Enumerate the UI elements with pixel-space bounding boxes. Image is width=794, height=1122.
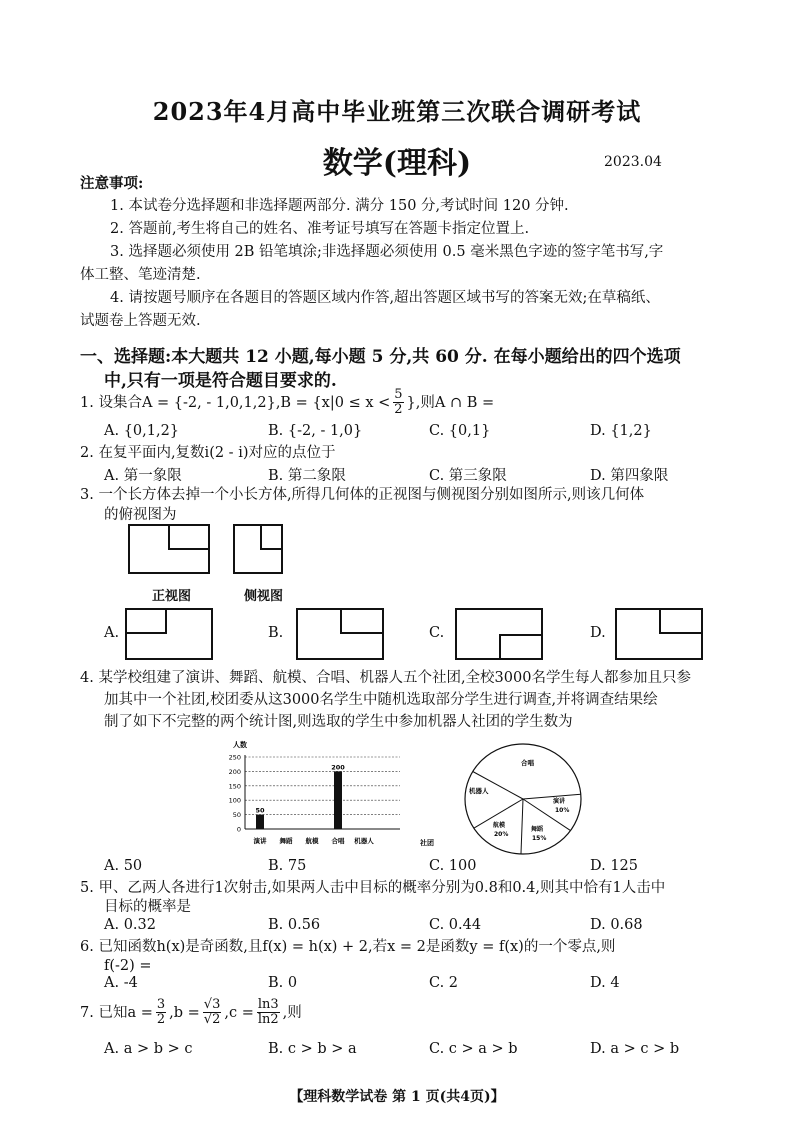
bar-xtick-label: 舞蹈: [279, 837, 293, 845]
q3-option-c-cutout: [499, 634, 543, 660]
pie-divider: [523, 794, 581, 799]
side-view-cutout: [260, 524, 283, 550]
q1-frac-den: 2: [394, 402, 403, 417]
club-pie-chart: [459, 737, 591, 861]
q4-option-b: B. 75: [268, 858, 307, 874]
q6-option-b: B. 0: [268, 975, 298, 991]
q7-option-b: B. c > b > a: [268, 1041, 357, 1057]
front-view-label: 正视图: [152, 589, 192, 604]
bar-演讲: [256, 815, 264, 829]
pie-label-model: 航模: [493, 822, 506, 829]
bar-ytick-label: 100: [228, 796, 241, 805]
q4-option-a: A. 50: [104, 858, 143, 874]
note-item-3-cont: 体工整、笔迹清楚.: [80, 267, 201, 283]
q3-option-d-figure: [615, 608, 703, 660]
q1-frac-num: 5: [394, 387, 403, 402]
q5-option-c: C. 0.44: [429, 917, 482, 933]
question-5-stem: 5. 甲、乙两人各进行1次射击,如果两人击中目标的概率分别为0.8和0.4,则其中恰有1人击中: [80, 880, 666, 896]
question-1-stem: [80, 388, 494, 417]
q2-option-c: C. 第三象限: [429, 468, 507, 484]
bar-合唱: [334, 771, 342, 829]
q2-option-d: D. 第四象限: [590, 468, 669, 484]
q7-option-c: C. c > a > b: [429, 1041, 518, 1057]
bar-chart-bars: [255, 763, 345, 829]
exam-subject: 数学(理科): [322, 146, 472, 181]
club-bar-chart: [225, 737, 450, 852]
pie-label-dance: 舞蹈: [531, 826, 544, 833]
q1-option-b: B. {-2, - 1,0}: [268, 423, 363, 439]
pie-pct-speech: 10%: [555, 807, 570, 814]
question-3-stem: 3. 一个长方体去掉一个小长方体,所得几何体的正视图与侧视图分别如图所示,则该几何体: [80, 487, 645, 503]
q3-option-d-cutout: [659, 608, 703, 634]
q5-option-d: D. 0.68: [590, 917, 643, 933]
note-item-4: 4. 请按题号顺序在各题目的答题区域内作答,超出答题区域书写的答案无效;在草稿纸、: [110, 290, 660, 306]
question-6-stem-cont: f(-2) =: [104, 958, 152, 974]
bar-ytick-label: 50: [232, 811, 241, 820]
q7-frac-c: [257, 998, 280, 1027]
q4-option-d: D. 125: [590, 858, 639, 874]
exam-date: 2023.04: [604, 154, 662, 170]
q7-b-text: ,b =: [169, 1004, 200, 1021]
q5-option-a: A. 0.32: [104, 917, 156, 933]
q7-option-a: A. a > b > c: [104, 1041, 193, 1057]
q2-option-b: B. 第二象限: [268, 468, 346, 484]
pie-pct-dance: 15%: [532, 835, 547, 842]
bar-chart-xticks: [253, 836, 375, 845]
question-3-stem-cont: 的俯视图为: [104, 507, 177, 523]
q3-option-c-figure: [455, 608, 543, 660]
front-view-cutout: [168, 524, 210, 550]
bar-data-label: 50: [255, 806, 265, 815]
q3-option-a-figure: [125, 608, 213, 660]
q3-option-a-label: A.: [104, 625, 120, 641]
section-heading-cont: 中,只有一项是符合题目要求的.: [104, 371, 337, 391]
pie-divider: [521, 799, 523, 854]
bar-ytick-label: 200: [228, 767, 241, 776]
q3-option-b-label: B.: [268, 625, 284, 641]
bar-ytick-label: 0: [236, 825, 241, 834]
exam-title: 2023年4月高中毕业班第三次联合调研考试: [152, 97, 642, 126]
bar-chart-grid: [245, 757, 400, 815]
notes-heading: 注意事项:: [80, 175, 144, 192]
pie-label-chorus: 合唱: [521, 759, 534, 767]
side-view-figure: [233, 524, 283, 574]
bar-ytick-label: 250: [228, 753, 241, 762]
q7-c-num: ln3: [257, 997, 279, 1012]
q3-option-a-cutout: [125, 608, 167, 634]
pie-label-robot: 机器人: [469, 787, 489, 795]
question-2-stem: 2. 在复平面内,复数i(2 - i)对应的点位于: [80, 445, 336, 461]
bar-xtick-label: 机器人: [354, 837, 374, 845]
q7-b-num: √3: [203, 997, 221, 1012]
q3-option-d-label: D.: [590, 625, 606, 641]
question-6-stem: 6. 已知函数h(x)是奇函数,且f(x) = h(x) + 2,若x = 2是函数y = f(x)的一个零点,则: [80, 939, 616, 955]
q7-a-den: 2: [156, 1012, 166, 1027]
q5-option-b: B. 0.56: [268, 917, 321, 933]
section-heading: 一、选择题:本大题共 12 小题,每小题 5 分,共 60 分. 在每小题给出的四个选项: [80, 347, 681, 367]
question-5-stem-cont: 目标的概率是: [104, 899, 191, 915]
bar-ytick-label: 150: [228, 782, 241, 791]
bar-chart-xlabel: 社团: [420, 839, 434, 847]
q7-b-den: √2: [203, 1012, 221, 1027]
q2-option-a: A. 第一象限: [104, 468, 182, 484]
note-item-4-cont: 试题卷上答题无效.: [80, 313, 201, 329]
note-item-1: 1. 本试卷分选择题和非选择题两部分. 满分 150 分,考试时间 120 分钟.: [110, 198, 569, 214]
q6-option-d: D. 4: [590, 975, 620, 991]
q1-option-d: D. {1,2}: [590, 423, 652, 439]
q3-option-c-label: C.: [429, 625, 445, 641]
bar-data-label: 200: [331, 763, 345, 772]
bar-xtick-label: 航模: [305, 837, 319, 845]
q7-frac-a: [156, 998, 166, 1027]
question-7-stem: [80, 998, 302, 1027]
side-view-label: 侧视图: [244, 589, 284, 604]
bar-xtick-label: 合唱: [331, 837, 345, 845]
q3-option-b-cutout: [340, 608, 384, 634]
q1-stem-b: },则A ∩ B =: [406, 394, 495, 411]
q7-frac-b: [203, 998, 222, 1027]
q1-option-a: A. {0,1,2}: [104, 423, 180, 439]
question-4-stem: 4. 某学校组建了演讲、舞蹈、航模、合唱、机器人五个社团,全校3000名学生每人都参加且只参: [80, 670, 691, 686]
pie-pct-model: 20%: [494, 831, 509, 838]
q3-option-b-figure: [296, 608, 384, 660]
q6-option-c: C. 2: [429, 975, 459, 991]
bar-xtick-label: 演讲: [253, 837, 267, 845]
front-view-figure: [128, 524, 210, 574]
page-footer: 【理科数学试卷 第 1 页(共4页)】: [289, 1089, 505, 1105]
q1-fraction: [393, 388, 403, 417]
note-item-3: 3. 选择题必须使用 2B 铅笔填涂;非选择题必须使用 0.5 毫米黑色字迹的签字笔书写,字: [110, 244, 664, 260]
q7-c-text: ,c =: [224, 1004, 254, 1021]
q7-prefix: 7. 已知a =: [80, 1004, 153, 1021]
q1-option-c: C. {0,1}: [429, 423, 491, 439]
q7-suffix: ,则: [282, 1004, 302, 1021]
q7-c-den: ln2: [257, 1012, 279, 1027]
bar-chart-ylabel: 人数: [233, 741, 247, 749]
q1-stem-a: 1. 设集合A = {-2, - 1,0,1,2},B = {x|0 ≤ x <: [80, 394, 391, 411]
q6-option-a: A. -4: [104, 975, 138, 991]
question-4-stem-cont1: 加其中一个社团,校团委从这3000名学生中随机选取部分学生进行调查,并将调查结果绘: [104, 692, 658, 708]
bar-chart-yticks: [229, 754, 241, 834]
question-4-stem-cont2: 制了如下不完整的两个统计图,则选取的学生中参加机器人社团的学生数为: [104, 714, 573, 730]
pie-label-speech: 演讲: [553, 798, 566, 805]
note-item-2: 2. 答题前,考生将自己的姓名、准考证号填写在答题卡指定位置上.: [110, 221, 530, 237]
q4-option-c: C. 100: [429, 858, 477, 874]
q7-a-num: 3: [156, 997, 166, 1012]
q7-option-d: D. a > c > b: [590, 1041, 680, 1057]
